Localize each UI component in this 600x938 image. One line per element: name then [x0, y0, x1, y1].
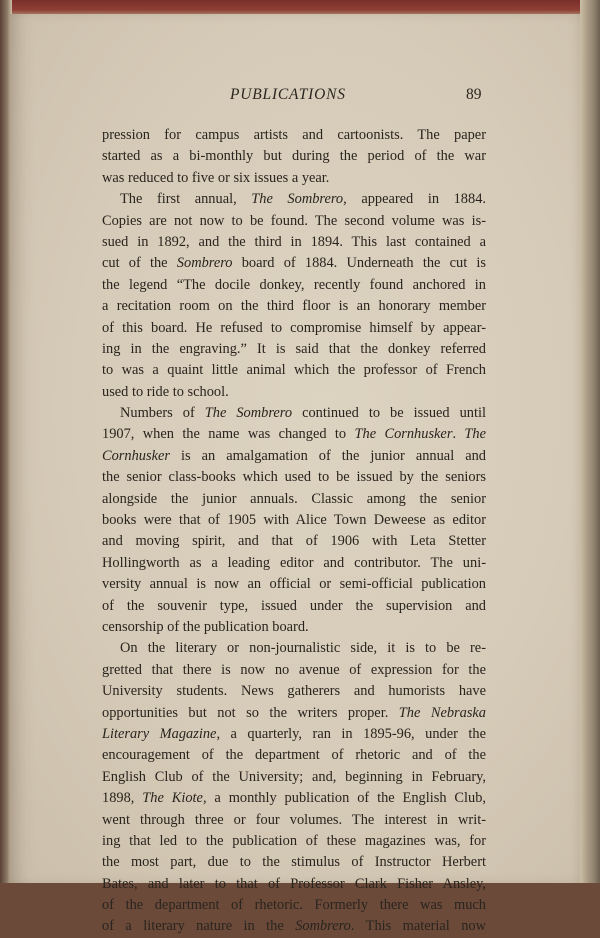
text-line: to was a quaint little animal which the professor of French [102, 362, 486, 379]
page-number: 89 [466, 86, 482, 103]
text-line: a recitation room on the third floor is an honorary member [102, 298, 486, 315]
paragraph-4 [102, 638, 486, 937]
text-line: versity annual is now an official or semi-official publication [102, 576, 486, 593]
page-stack-edge [580, 0, 600, 883]
italic-title: The Nebraska [398, 704, 487, 721]
text-line: the legend “The docile donkey, recently found anchored in [102, 276, 486, 293]
italic-title: Literary Magazine [102, 725, 217, 742]
text-run: , appeared in 1884. [343, 191, 486, 208]
text-line: went through three or four volumes. The interest in writ- [102, 811, 486, 828]
italic-title: The Kiote [142, 790, 203, 807]
text-line [102, 788, 486, 809]
text-line: was reduced to five or six issues a year. [102, 169, 330, 186]
text-line: of the souvenir type, issued under the supervision and [102, 597, 486, 614]
italic-title: The Sombrero [204, 405, 293, 422]
text-run: 1907, when the name was changed to [102, 426, 355, 443]
paragraph-1 [102, 125, 486, 189]
italic-title: The [464, 426, 487, 443]
text-line [102, 189, 486, 210]
text-run: . This material now [350, 918, 486, 935]
italic-title: Sombrero [295, 918, 351, 935]
italic-title: Sombrero [176, 255, 233, 272]
text-line: ing in the engraving.” It is said that the donkey referred [102, 340, 486, 357]
text-line [102, 703, 486, 724]
text-line: gretted that there is now no avenue of expression for the [102, 661, 486, 678]
text-line: the senior class-books which used to be issued by the seniors [102, 469, 486, 486]
text-run: is an amalgamation of the junior annual and [169, 447, 486, 464]
text-line [102, 724, 486, 745]
body-text [102, 125, 486, 938]
italic-title: The Sombrero [251, 191, 344, 208]
text-line: sued in 1892, and the third in 1894. This last contained a [102, 233, 486, 250]
text-run: of a literary nature in the [102, 918, 296, 935]
text-line: English Club of the University; and, beginning in February, [102, 768, 486, 785]
text-run: The first annual, [120, 191, 252, 208]
text-line: University students. News gatherers and humorists have [102, 683, 486, 700]
text-line: ing that led to the publication of these magazines was, for [102, 832, 486, 849]
text-line: of this board. He refused to compromise himself by appear- [102, 319, 486, 336]
text-line: Copies are not now to be found. The second volume was is- [102, 212, 486, 229]
text-line [102, 446, 486, 467]
text-line: censorship of the publication board. [102, 618, 309, 635]
text-line [102, 916, 486, 937]
text-line: used to ride to school. [102, 383, 229, 400]
text-run: cut of the [102, 255, 177, 272]
text-line: encouragement of the department of rhetoric and of the [102, 747, 486, 764]
text-line: books were that of 1905 with Alice Town Deweese as editor [102, 512, 486, 529]
text-line: pression for campus artists and cartoonists. The paper [102, 127, 486, 143]
paragraph-3 [102, 403, 486, 638]
paragraph-2 [102, 189, 486, 403]
text-line: the most part, due to the stimulus of Instructor Herbert [102, 854, 486, 871]
text-run: continued to be issued until [292, 405, 486, 422]
text-run: Numbers of [120, 405, 205, 422]
italic-title: The Cornhusker [354, 426, 453, 443]
text-run: , a monthly publication of the English Club, [202, 790, 486, 807]
text-line [102, 403, 486, 424]
text-run: . [452, 426, 465, 443]
text-line: Bates, and later to that of Professor Clark Fisher Ansley, [102, 875, 486, 892]
text-line [102, 424, 486, 445]
running-head: PUBLICATIONS [230, 86, 346, 103]
text-line: started as a bi-monthly but during the period of the war [102, 148, 486, 165]
italic-title: Cornhusker [102, 447, 170, 464]
page-header [0, 86, 600, 106]
text-run: , a quarterly, ran in 1895-96, under the [216, 725, 487, 742]
text-run: 1898, [102, 790, 143, 807]
text-line: and moving spirit, and that of 1906 with Leta Stetter [102, 533, 486, 550]
text-line: alongside the junior annuals. Classic among the senior [102, 490, 486, 507]
text-run: board of 1884. Underneath the cut is [232, 255, 486, 272]
text-line: Hollingworth as a leading editor and contributor. The uni- [102, 554, 486, 571]
text-line: of the department of rhetoric. Formerly there was much [102, 897, 486, 914]
text-line: On the literary or non-journalistic side, it is to be re- [120, 640, 486, 657]
text-line [102, 253, 486, 274]
text-run: opportunities but not so the writers proper. [102, 704, 399, 721]
